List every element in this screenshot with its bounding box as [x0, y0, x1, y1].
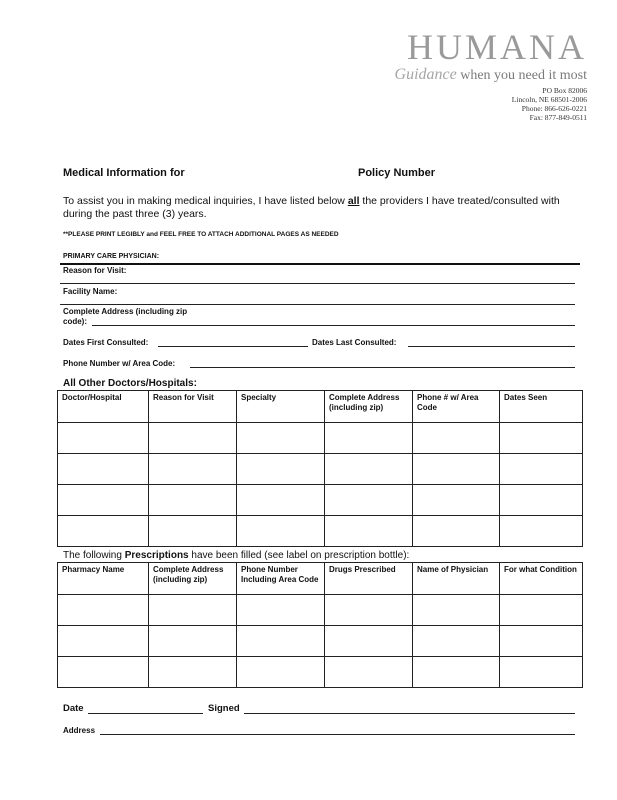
company-address [512, 86, 587, 122]
column-header: Pharmacy Name [58, 563, 149, 595]
prescriptions-heading-post: have been filled (see label on prescription bottle): [188, 550, 410, 561]
print-legibly-note: **PLEASE PRINT LEGIBLY and FEEL FREE TO ATTACH ADDITIONAL PAGES AS NEEDED [63, 231, 339, 238]
phone-area-code-label: Phone Number w/ Area Code: [63, 359, 176, 368]
intro-emphasis: all [347, 195, 360, 207]
intro-after: the providers I have treated/consulted with during the past three (3) years. [63, 195, 560, 220]
policy-number-title: Policy Number [358, 167, 436, 179]
column-header: Phone # w/ Area Code [413, 391, 500, 423]
address-line[interactable] [100, 734, 575, 735]
address-line: Fax: 877-849-0511 [529, 113, 587, 122]
table-cell[interactable] [413, 657, 500, 688]
intro-before: To assist you in making medical inquiries, I have listed below [63, 195, 348, 207]
facility-name-label: Facility Name: [63, 287, 118, 296]
table-cell[interactable] [237, 657, 325, 688]
table-cell[interactable] [149, 595, 237, 626]
table-row [58, 423, 583, 454]
table-cell[interactable] [58, 485, 149, 516]
prescriptions-heading-emph: Prescriptions [124, 550, 189, 561]
table-cell[interactable] [413, 516, 500, 547]
table-row [58, 657, 583, 688]
column-header: Doctor/Hospital [58, 391, 149, 423]
reason-for-visit-line[interactable] [60, 283, 575, 284]
table-header-row [58, 391, 583, 423]
table-cell[interactable] [237, 423, 325, 454]
table-row [58, 485, 583, 516]
table-cell[interactable] [58, 516, 149, 547]
table-cell[interactable] [413, 454, 500, 485]
table-cell[interactable] [500, 454, 583, 485]
table-cell[interactable] [500, 423, 583, 454]
signed-label: Signed [208, 703, 240, 714]
humana-logo: HUMANA [407, 27, 587, 67]
table-cell[interactable] [325, 626, 413, 657]
table-cell[interactable] [413, 626, 500, 657]
address-line: Phone: 866-626-0221 [521, 104, 587, 113]
date-line[interactable] [88, 713, 203, 714]
date-label: Date [63, 703, 84, 714]
prescriptions-table [57, 562, 583, 688]
table-cell[interactable] [149, 657, 237, 688]
table-cell[interactable] [413, 595, 500, 626]
dates-last-label: Dates Last Consulted: [312, 338, 397, 347]
table-cell[interactable] [500, 516, 583, 547]
table-cell[interactable] [58, 423, 149, 454]
column-header: Phone Number Including Area Code [237, 563, 325, 595]
table-cell[interactable] [58, 657, 149, 688]
table-cell[interactable] [325, 454, 413, 485]
table-cell[interactable] [325, 516, 413, 547]
table-cell[interactable] [500, 595, 583, 626]
primary-physician-line[interactable] [60, 263, 580, 265]
table-cell[interactable] [237, 485, 325, 516]
reason-for-visit-label: Reason for Visit: [63, 266, 127, 275]
table-cell[interactable] [325, 657, 413, 688]
table-cell[interactable] [58, 595, 149, 626]
table-cell[interactable] [237, 626, 325, 657]
table-cell[interactable] [500, 626, 583, 657]
column-header: Complete Address (including zip) [149, 563, 237, 595]
column-header: Reason for Visit [149, 391, 237, 423]
table-cell[interactable] [413, 423, 500, 454]
tagline-script: Guidance [394, 66, 457, 83]
table-cell[interactable] [58, 454, 149, 485]
table-cell[interactable] [325, 485, 413, 516]
column-header: Drugs Prescribed [325, 563, 413, 595]
other-doctors-heading: All Other Doctors/Hospitals: [63, 378, 197, 389]
table-cell[interactable] [149, 454, 237, 485]
table-cell[interactable] [413, 485, 500, 516]
dates-first-label: Dates First Consulted: [63, 338, 149, 347]
table-row [58, 454, 583, 485]
table-cell[interactable] [325, 423, 413, 454]
table-cell[interactable] [58, 626, 149, 657]
table-cell[interactable] [149, 423, 237, 454]
table-row [58, 516, 583, 547]
phone-area-code-line[interactable] [190, 367, 575, 368]
address-label: Address [63, 726, 96, 735]
signature-line[interactable] [244, 713, 575, 714]
complete-address-label: Complete Address (including zip code): [63, 307, 188, 326]
table-row [58, 626, 583, 657]
table-cell[interactable] [149, 626, 237, 657]
table-cell[interactable] [149, 485, 237, 516]
table-cell[interactable] [149, 516, 237, 547]
table-cell[interactable] [500, 657, 583, 688]
complete-address-line[interactable] [92, 325, 575, 326]
address-line: PO Box 82006 [542, 86, 587, 95]
column-header: For what Condition [500, 563, 583, 595]
doctors-table [57, 390, 583, 547]
column-header: Complete Address (including zip) [325, 391, 413, 423]
column-header: Name of Physician [413, 563, 500, 595]
primary-physician-label: PRIMARY CARE PHYSICIAN: [63, 253, 160, 260]
dates-last-line[interactable] [408, 346, 575, 347]
table-cell[interactable] [237, 595, 325, 626]
table-cell[interactable] [325, 595, 413, 626]
address-line: Lincoln, NE 68501-2006 [511, 95, 587, 104]
facility-name-line[interactable] [60, 304, 575, 305]
prescriptions-heading [63, 550, 409, 561]
table-cell[interactable] [237, 516, 325, 547]
table-header-row [58, 563, 583, 595]
prescriptions-heading-pre: The following [63, 550, 125, 561]
intro-text [63, 195, 573, 221]
tagline-rest: when you need it most [456, 68, 587, 83]
table-cell[interactable] [237, 454, 325, 485]
table-cell[interactable] [500, 485, 583, 516]
table-row [58, 595, 583, 626]
column-header: Dates Seen [500, 391, 583, 423]
tagline [395, 66, 587, 84]
dates-first-line[interactable] [158, 346, 308, 347]
medical-info-title: Medical Information for [63, 167, 185, 179]
column-header: Specialty [237, 391, 325, 423]
